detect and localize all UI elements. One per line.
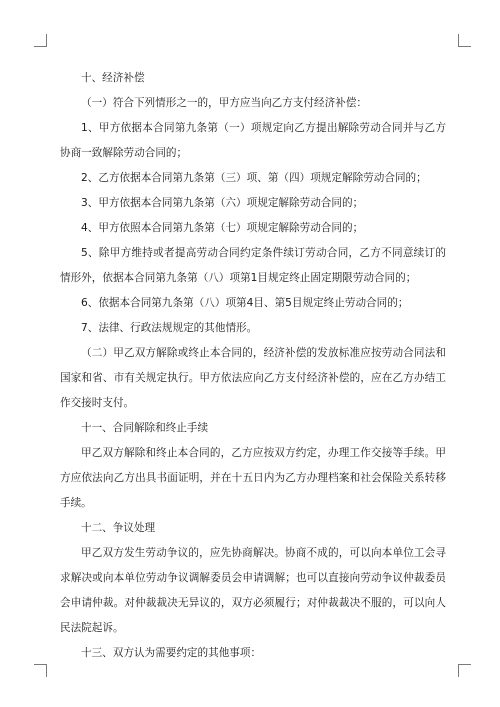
paragraph-11: 甲乙双方解除和终止本合同的，乙方应按双方约定，办理工作交接等手续。甲方应依法向乙方出具书面证明，并在十五日内为乙方办理档案和社会保险关系转移手续。: [60, 447, 446, 509]
section-heading-11: 十一、合同解除和终止手续: [81, 422, 209, 434]
section-heading-13: 十三、双方认为需要约定的其他事项：: [81, 647, 262, 659]
paragraph-12: 甲乙双方发生劳动争议的，应先协商解决。协商不成的，可以向本单位工会寻求解决或向本单位劳动争议调解委员会申请调解；也可以直接向劳动争议仲裁委员会申请仲裁。对仲裁裁决无异议的，双方必须履行；对仲裁裁决不服的，可以向人民法院起诉。: [60, 547, 446, 634]
section-heading-10: 十、经济补偿: [81, 72, 145, 84]
crop-mark-top-right: [458, 34, 471, 47]
crop-mark-top-left: [34, 34, 47, 47]
crop-mark-bottom-right: [458, 664, 471, 677]
clause-10-1-4: 4、甲方依照本合同第九条第（七）项规定解除劳动合同的；: [81, 222, 364, 234]
section-heading-12: 十二、争议处理: [81, 522, 156, 534]
clause-10-1-1: 1、甲方依据本合同第九条第（一）项规定向乙方提出解除劳动合同并与乙方协商一致解除劳动合同的；: [60, 122, 446, 159]
document-body: [60, 66, 446, 666]
paragraph-10-1: （一）符合下列情形之一的，甲方应当向乙方支付经济补偿：: [81, 97, 368, 109]
clause-10-1-3: 3、甲方依据本合同第九条第（六）项规定解除劳动合同的；: [81, 197, 364, 209]
clause-10-1-7: 7、法律、行政法规规定的其他情形。: [81, 322, 258, 334]
paragraph-10-2: （二）甲乙双方解除或终止本合同的，经济补偿的发放标准应按劳动合同法和国家和省、市有关规定执行。甲方依法应向乙方支付经济补偿的，应在乙方办结工作交接时支付。: [60, 347, 446, 409]
crop-mark-bottom-left: [34, 664, 47, 677]
clause-10-1-5: 5、除甲方维持或者提高劳动合同约定条件续订劳动合同，乙方不同意续订的情形外，依据本合同第九条第（八）项第1目规定终止固定期限劳动合同的；: [60, 247, 446, 284]
clause-10-1-6: 6、依据本合同第九条第（八）项第4目、第5目规定终止劳动合同的；: [81, 297, 409, 309]
clause-10-1-2: 2、乙方依据本合同第九条第（三）项、第（四）项规定解除劳动合同的；: [81, 172, 427, 184]
